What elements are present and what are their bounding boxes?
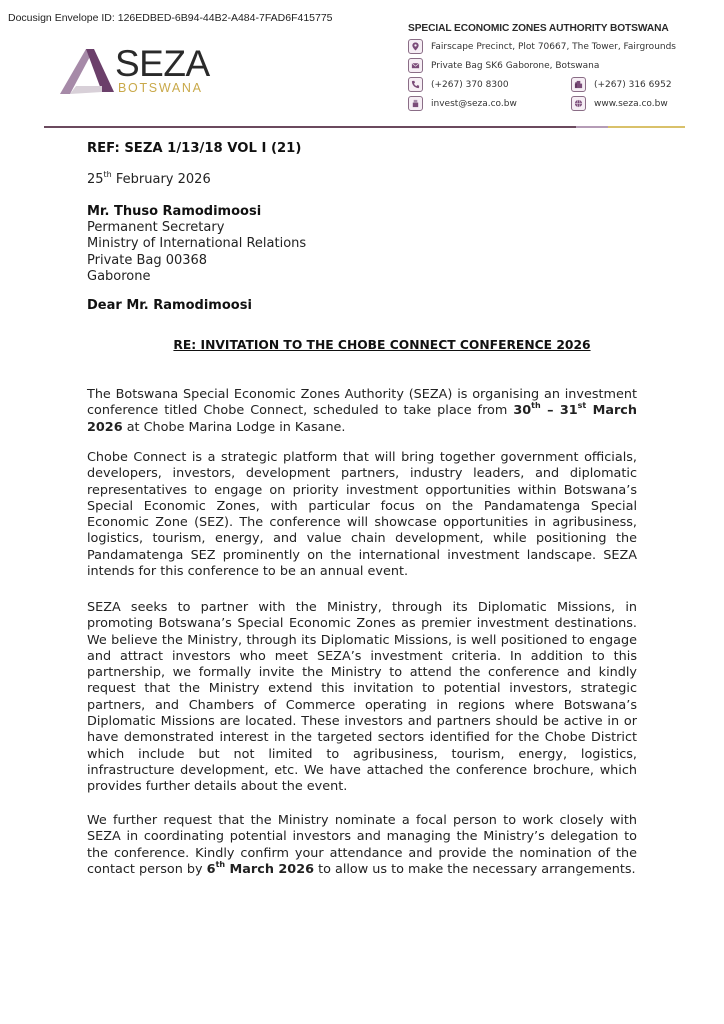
contact-website	[571, 96, 668, 111]
p4-deadline	[206, 859, 314, 877]
salutation: Dear Mr. Ramodimoosi	[87, 298, 252, 313]
fax-icon	[571, 77, 586, 92]
p1-text-a: The Botswana Special Economic Zones Authority (SEZA) is organising an investment conference titled Chobe Connect, scheduled to take place from	[87, 387, 637, 419]
logo-wordmark: SEZA	[115, 43, 210, 84]
location-pin-icon	[408, 39, 423, 54]
p4-text-a: We further request that the Ministry nominate a focal person to work closely with SEZA in coordinating potential investors and managing the Ministry’s delegation to the conference. Kindly confirm your attendance and provide the nomination of the contact person by	[87, 813, 637, 877]
letter-subject: RE: INVITATION TO THE CHOBE CONNECT CONFERENCE 2026	[173, 338, 591, 352]
address-line1-text: Fairscape Precinct, Plot 70667, The Tower, Fairgrounds	[431, 41, 676, 52]
recipient-address: Private Bag 00368	[87, 252, 208, 268]
phone-text: (+267) 370 8300	[431, 79, 509, 90]
email-icon	[408, 96, 423, 111]
p4-day-suffix: th	[215, 859, 226, 869]
p4-day: 6	[206, 861, 216, 877]
mail-envelope-icon	[408, 58, 423, 73]
p1-day1: 30	[513, 403, 532, 419]
p1-day1-suffix: th	[531, 401, 541, 411]
contact-email	[408, 96, 517, 111]
paragraph-3: SEZA seeks to partner with the Ministry, through its Diplomatic Missions, in promoting Botswana’s Special Economic Zones as premier investment destinations. We believe the Ministry, through its Diplomatic Missions, is well positioned to engage and attract investors who meet SEZA’s investment criteria. In addition to this partnership, we formally invite the Ministry to attend the conference and kindly request that the Ministry extend this invitation to potential investors, strategic partners, and Chambers of Commerce operating in regions where Botswana’s Diplomatic Missions are located. These investors and partners should be active in or have demonstrated interest in the targeted sectors identified for the Chobe District which include but not limited to agribusiness, tourism, energy, logistics, infrastructure development, etc. We have attached the conference brochure, which provides further details about the event.	[87, 600, 637, 795]
paragraph-4	[87, 813, 637, 878]
seza-roof-logo-icon	[58, 46, 116, 98]
globe-icon	[571, 96, 586, 111]
letter-date	[87, 172, 211, 188]
contact-fax	[571, 77, 672, 92]
website-text[interactable]: www.seza.co.bw	[594, 98, 668, 109]
seza-logo	[58, 40, 228, 100]
address-line2-text: Private Bag SK6 Gaborone, Botswana	[431, 60, 600, 71]
date-day: 25	[87, 172, 104, 187]
header-divider	[44, 126, 685, 128]
paragraph-2: Chobe Connect is a strategic platform that will bring together government officials, developers, investors, development partners, industry leaders, and diplomatic representatives to engage on priority investment opportunities within Botswana’s Special Economic Zones, with particular focus on the Pandamatenga Special Economic Zone (SEZ). The conference will showcase opportunities in agribusiness, logistics, tourism, energy, and value chain development, while positioning the Pandamatenga SEZ prominently on the international investment landscape. SEZA intends for this conference to be an annual event.	[87, 450, 637, 580]
fax-text: (+267) 316 6952	[594, 79, 672, 90]
recipient-organisation: Ministry of International Relations	[87, 236, 307, 252]
contact-phone	[408, 77, 509, 92]
p4-month: March 2026	[225, 861, 314, 877]
p1-month: March 2026	[87, 403, 638, 435]
reference-number: REF: SEZA 1/13/18 VOL I (21)	[87, 141, 302, 156]
date-rest: February 2026	[111, 172, 211, 187]
p1-text-b: at Chobe Marina Lodge in Kasane.	[122, 419, 346, 435]
p1-day2-suffix: st	[577, 401, 587, 411]
recipient-block	[87, 204, 306, 285]
authority-title: SPECIAL ECONOMIC ZONES AUTHORITY BOTSWANA	[408, 23, 669, 34]
p1-day2: – 31	[540, 403, 578, 419]
recipient-city: Gaborone	[87, 268, 151, 284]
docusign-envelope-id: Docusign Envelope ID: 126EDBED-6B94-44B2-A484-7FAD6F415775	[8, 12, 333, 24]
contact-address-line1	[408, 39, 676, 54]
recipient-name: Mr. Thuso Ramodimoosi	[87, 204, 262, 219]
email-text[interactable]: invest@seza.co.bw	[431, 98, 517, 109]
date-suffix: th	[103, 170, 112, 179]
contact-address-line2	[408, 58, 599, 73]
phone-icon	[408, 77, 423, 92]
paragraph-1	[87, 387, 637, 436]
recipient-title: Permanent Secretary	[87, 220, 225, 236]
logo-subtitle: BOTSWANA	[118, 81, 203, 95]
p4-text-b: to allow us to make the necessary arrangements.	[314, 861, 636, 877]
